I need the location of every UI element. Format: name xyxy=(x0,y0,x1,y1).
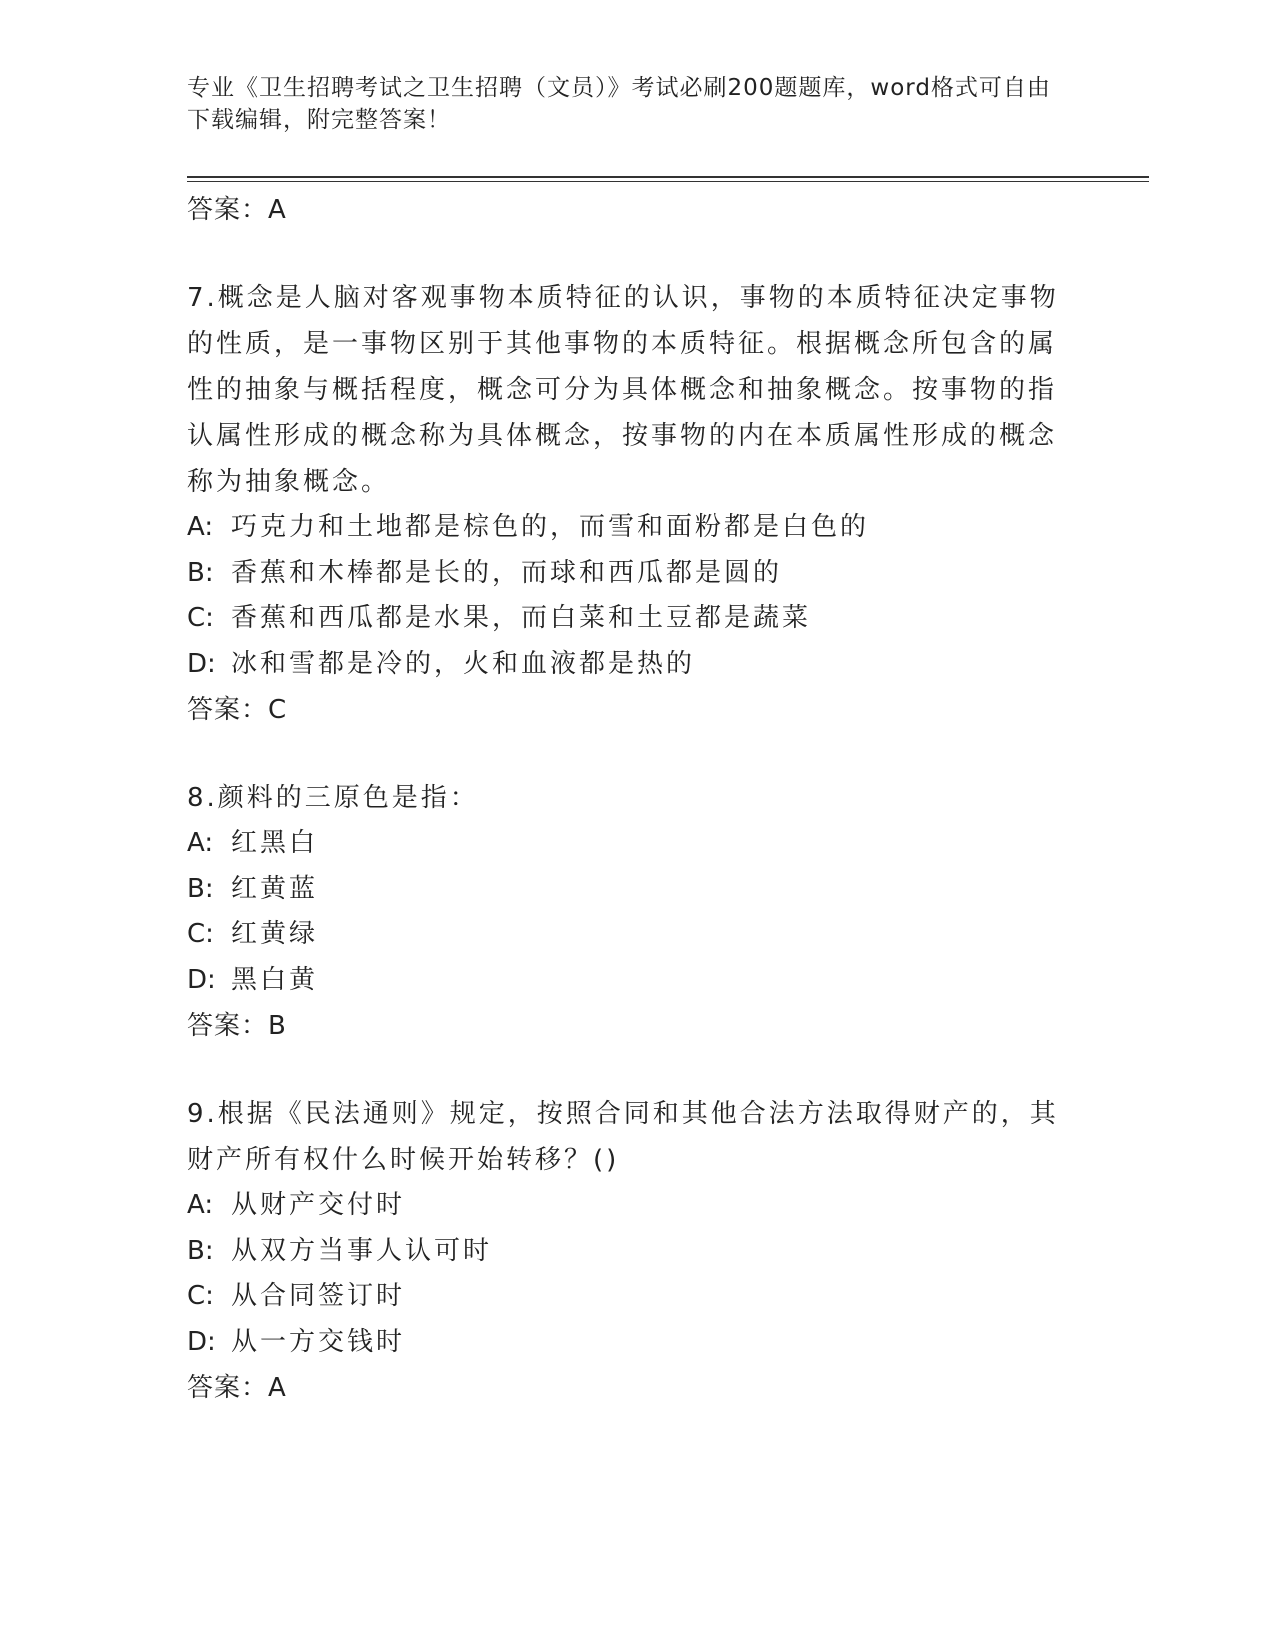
option-key: B: xyxy=(187,557,214,588)
question-option-a xyxy=(187,505,1067,551)
option-text: 红黄蓝 xyxy=(231,873,319,904)
question-option-b xyxy=(187,1229,1067,1275)
document-header: 专业《卫生招聘考试之卫生招聘（文员）》考试必刷200题题库，word格式可自由下载编辑，附完整答案！ xyxy=(187,75,1051,133)
option-key: B: xyxy=(187,1235,214,1266)
option-text: 香蕉和木棒都是长的，而球和西瓜都是圆的 xyxy=(231,557,783,588)
option-text: 从双方当事人认可时 xyxy=(231,1235,493,1266)
spacer xyxy=(187,733,1067,775)
question-option-a xyxy=(187,821,1067,867)
option-key: A: xyxy=(187,512,214,542)
option-key: D: xyxy=(187,964,216,995)
question-block xyxy=(187,775,1067,1049)
question-answer: 答案：A xyxy=(187,1373,287,1403)
question-block xyxy=(187,275,1067,733)
option-key: D: xyxy=(187,1326,216,1357)
question-answer: 答案：B xyxy=(187,1011,287,1041)
question-option-d xyxy=(187,642,1067,688)
question-answer: 答案：C xyxy=(187,695,288,725)
question-option-c xyxy=(187,912,1067,958)
question-option-a xyxy=(187,1183,1067,1229)
question-block xyxy=(187,1091,1067,1411)
option-text: 红黄绿 xyxy=(231,919,319,949)
question-list xyxy=(187,187,1067,1411)
header-divider-thick xyxy=(187,176,1149,178)
option-key: C: xyxy=(187,919,214,949)
previous-question-answer: 答案：A xyxy=(187,195,287,225)
option-key: A: xyxy=(187,828,214,858)
question-stem: 7.概念是人脑对客观事物本质特征的认识，事物的本质特征决定事物的性质，是一事物区别于其他事物的本质特征。根据概念所包含的属性的抽象与概括程度，概念可分为具体概念和抽象概念。按事物的指认属性形成的概念称为具体概念，按事物的内在本质属性形成的概念称为抽象概念。 xyxy=(187,283,1059,497)
option-text: 红黑白 xyxy=(231,828,319,858)
question-option-b xyxy=(187,551,1067,597)
question-option-d xyxy=(187,1320,1067,1366)
option-key: D: xyxy=(187,648,216,679)
option-key: C: xyxy=(187,603,214,633)
option-key: B: xyxy=(187,873,214,904)
header-divider-thin xyxy=(187,181,1149,182)
option-key: C: xyxy=(187,1281,214,1311)
option-key: A: xyxy=(187,1190,214,1220)
spacer xyxy=(187,1049,1067,1091)
option-text: 冰和雪都是冷的，火和血液都是热的 xyxy=(231,648,696,679)
option-text: 从财产交付时 xyxy=(231,1190,406,1220)
question-stem: 8.颜料的三原色是指： xyxy=(187,783,479,813)
question-stem: 9.根据《民法通则》规定，按照合同和其他合法方法取得财产的，其财产所有权什么时候开始转移？() xyxy=(187,1099,1059,1175)
spacer xyxy=(187,233,1067,275)
option-text: 香蕉和西瓜都是水果，而白菜和土豆都是蔬菜 xyxy=(231,603,812,633)
option-text: 从一方交钱时 xyxy=(231,1326,406,1357)
question-option-d xyxy=(187,958,1067,1004)
question-option-c xyxy=(187,596,1067,642)
option-text: 巧克力和土地都是棕色的，而雪和面粉都是白色的 xyxy=(231,512,870,542)
option-text: 从合同签订时 xyxy=(231,1281,406,1311)
option-text: 黑白黄 xyxy=(231,964,319,995)
question-option-b xyxy=(187,867,1067,913)
question-option-c xyxy=(187,1274,1067,1320)
